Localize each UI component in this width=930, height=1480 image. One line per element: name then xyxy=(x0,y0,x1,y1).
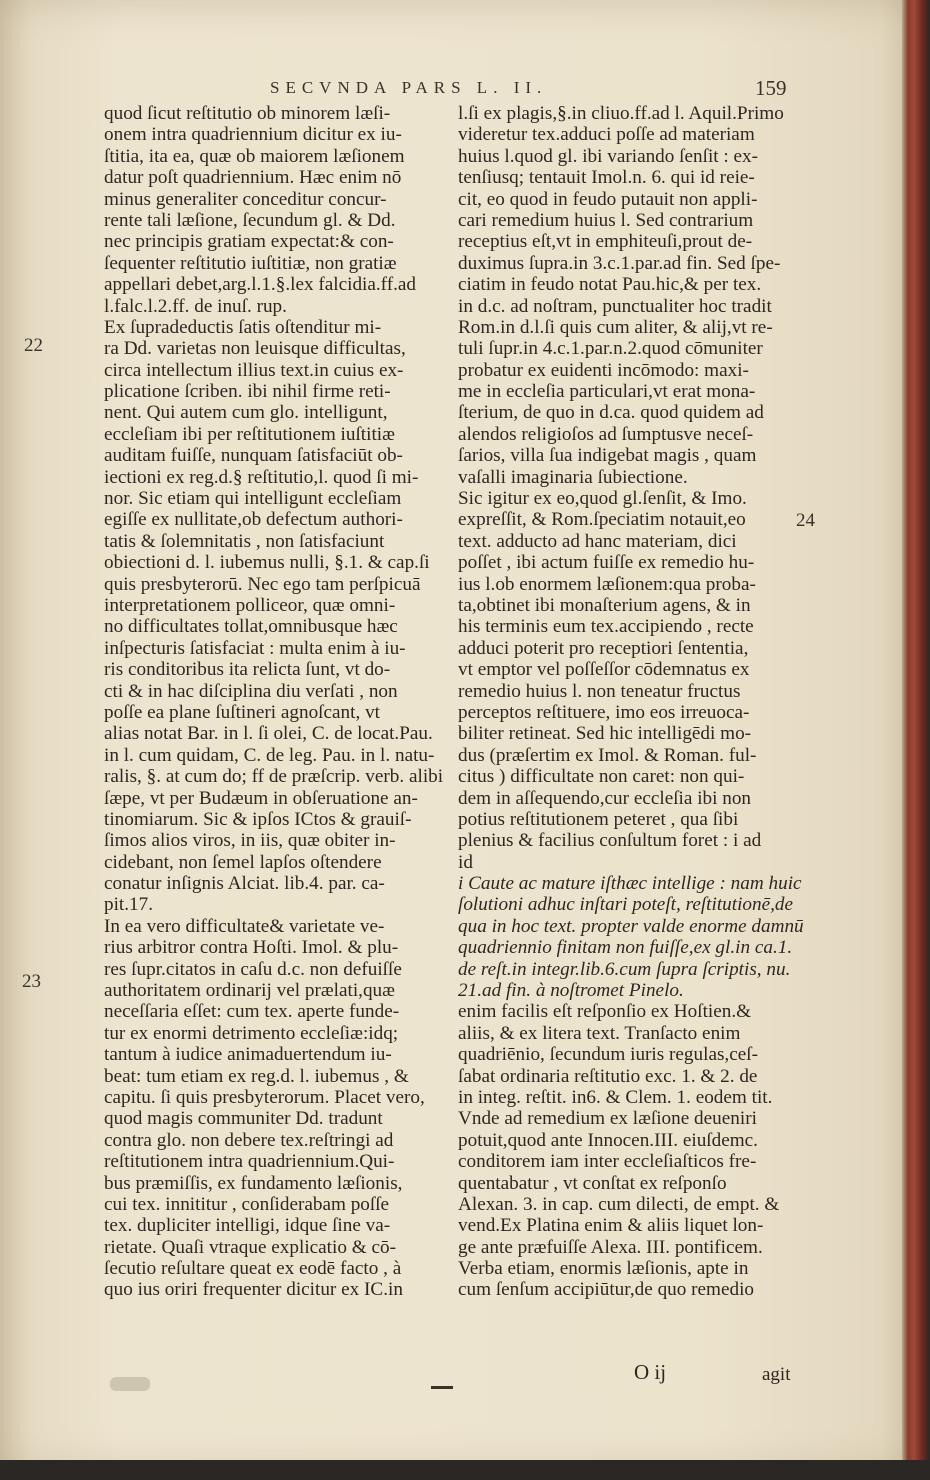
text-line: Sic igitur ex eo,quod gl.ſenſit, & Imo. xyxy=(458,488,747,510)
text-line: ſtitia, ita ea, quæ ob maiorem læſionem xyxy=(104,145,405,167)
text-line: eccleſiam ibi per reſtitutionem iuſtitiæ xyxy=(104,423,395,445)
text-line: aliis, & ex litera text. Tranſacto enim xyxy=(458,1022,741,1044)
text-line: vend.Ex Platina enim & aliis liquet lon- xyxy=(458,1215,764,1237)
text-line: tatis & ſolemnitatis , non ſatisfaciunt xyxy=(104,530,385,552)
ink-smudge xyxy=(110,1377,150,1391)
right-tail-text xyxy=(458,1001,798,1300)
text-line: duximus ſupra.in 3.c.1.par.ad fin. Sed ſpe- xyxy=(458,252,781,274)
text-line: egiſſe ex nullitate,ob defectum authori- xyxy=(104,509,403,531)
right-main-text xyxy=(458,103,798,873)
text-line: auditam fuiſſe, nunquam ſatisfaciūt ob- xyxy=(104,445,403,467)
signature-mark: O ij xyxy=(634,1360,667,1384)
text-line: i Caute ac mature iſthæc intellige : nam huic xyxy=(458,873,802,895)
text-line: receptius eſt,vt in emphiteuſi,prout de- xyxy=(458,231,753,253)
text-line: cti & in hac diſciplina diu verſati , non xyxy=(104,680,398,702)
text-line: ra Dd. varietas non leuisque difficultas, xyxy=(104,338,406,360)
text-line: potius reſtitutionem peteret , qua ſibi xyxy=(458,808,739,830)
text-line: ciatim in feudo notat Pau.hic,& per tex. xyxy=(458,274,762,296)
text-line: ſæpe, vt per Budæum in obſeruatione an- xyxy=(104,787,418,809)
left-text-column xyxy=(104,103,444,1301)
text-line: rius arbitror contra Hoſti. Imol. & plu- xyxy=(104,937,399,959)
page-number: 159 xyxy=(755,76,787,100)
text-line: poſſet , ibi actum fuiſſe ex remedio hu- xyxy=(458,552,755,574)
text-line: tinomiarum. Sic & ipſos ICtos & grauiſ- xyxy=(104,808,412,830)
text-line: cit, eo quod in feudo putauit non appli- xyxy=(458,188,758,210)
text-line: tur ex enormi detrimento eccleſiæ:idq; xyxy=(104,1022,399,1044)
text-line: Alexan. 3. in cap. cum dilecti, de empt. & xyxy=(458,1193,780,1215)
text-line: in d.c. ad noſtram, punctualiter hoc tradit xyxy=(458,295,772,317)
text-line: bus præmiſſis, ex fundamento læſionis, xyxy=(104,1172,403,1194)
text-line: res ſupr.citatos in caſu d.c. non defuiſſe xyxy=(104,958,402,980)
text-line: enim facilis eſt reſponſio ex Hoſtien.& xyxy=(458,1001,752,1023)
margin-number-24: 24 xyxy=(796,510,815,531)
text-line: biliter retineat. Sed hic intelligēdi mo- xyxy=(458,723,752,745)
text-line: Vnde ad remedium ex læſione deueniri xyxy=(458,1108,757,1130)
text-line: tuli ſupr.in 4.c.1.par.n.2.quod cōmuniter xyxy=(458,338,763,360)
text-line: probatur ex euidenti incōmodo: maxi- xyxy=(458,359,749,381)
text-line: circa intellectum illius text.in cuius ex- xyxy=(104,359,404,381)
text-line: minus generaliter conceditur concur- xyxy=(104,188,387,210)
text-line: vaſalli imaginaria ſubiectione. xyxy=(458,466,688,488)
text-line: quadriennio finitam non fuiſſe,ex gl.in ca.1. xyxy=(458,937,793,959)
text-line: id xyxy=(458,851,473,873)
text-line: me in eccleſia particulari,vt erat mona- xyxy=(458,381,756,403)
text-line: huius l.quod gl. ibi variando ſenſit : ex- xyxy=(458,145,759,167)
text-line: l.falc.l.2.ff. de inuſ. rup. xyxy=(104,295,287,317)
text-line: interpretationem polliceor, quæ omni- xyxy=(104,594,396,616)
text-line: ius l.ob enormem læſionem:qua proba- xyxy=(458,573,756,595)
text-line: ſarios, villa ſua indigebat magis , quam xyxy=(458,445,757,467)
text-line: quis presbyterorū. Nec ego tam perſpicuā xyxy=(104,573,421,595)
text-line: quentabatur , vt conſtat ex reſponſo xyxy=(458,1172,727,1194)
text-line: quo ius oriri frequenter dicitur ex IC.in xyxy=(104,1279,403,1301)
text-line: In ea vero difficultate& varietate ve- xyxy=(104,915,385,937)
text-line: in l. cum quidam, C. de leg. Pau. in l. natu- xyxy=(104,744,435,766)
text-line: videretur tex.adduci poſſe ad materiam xyxy=(458,124,755,146)
text-line: perceptos reſtituere, imo eos irreuoca- xyxy=(458,701,750,723)
text-line: quadriēnio, ſecundum iuris regulas,ceſ- xyxy=(458,1044,758,1066)
text-line: inſpecturis ſatisfaciat : multa enim à iu- xyxy=(104,637,406,659)
text-line: adduci poterit pro receptiori ſententia, xyxy=(458,637,749,659)
text-line: poſſe ea plane ſuſtineri agnoſcant, vt xyxy=(104,701,380,723)
margin-number-23: 23 xyxy=(22,971,41,992)
text-line: l.ſi ex plagis,§.in cliuo.ff.ad l. Aquil.Primo xyxy=(458,103,784,124)
text-line: conditorem iam inter eccleſiaſticos fre- xyxy=(458,1151,757,1173)
text-line: authoritatem ordinarij vel prælati,quæ xyxy=(104,980,395,1002)
text-line: tantum à iudice animaduertendum iu- xyxy=(104,1044,392,1066)
text-line: contra glo. non debere tex.reſtringi ad xyxy=(104,1129,394,1151)
text-line: obiectioni d. l. iubemus nulli, §.1. & cap.ſi xyxy=(104,552,430,574)
page-bottom-shadow xyxy=(0,1460,930,1480)
text-line: dem in aſſequendo,cur eccleſia ibi non xyxy=(458,787,752,809)
footnote-text xyxy=(458,873,804,1002)
text-line: cui tex. innititur , conſiderabam poſſe xyxy=(104,1193,390,1215)
text-line: nent. Qui autem cum glo. intelligunt, xyxy=(104,402,388,424)
text-line: appellari debet,arg.l.1.§.lex falcidia.ff.ad xyxy=(104,274,417,296)
text-line: cari remedium huius l. Sed contrarium xyxy=(458,209,754,231)
text-line: iectioni ex reg.d.§ reſtitutio,l. quod ſi mi- xyxy=(104,466,419,488)
text-line: ſabat ordinaria reſtitutio exc. 1. & 2. de xyxy=(458,1065,758,1087)
text-line: rente tali læſione, ſecundum gl. & Dd. xyxy=(104,209,396,231)
text-line: ſterium, de quo in d.ca. quod quidem ad xyxy=(458,402,764,424)
text-line: in integ. reſtit. in6. & Clem. 1. eodem tit. xyxy=(458,1086,773,1108)
text-line: reſtitutionem intra quadriennium.Qui- xyxy=(104,1151,395,1173)
text-line: nec principis gratiam expectat:& con- xyxy=(104,231,394,253)
text-line: alias notat Bar. in l. ſi olei, C. de locat.Pau. xyxy=(104,723,433,745)
text-line: remedio huius l. non teneatur fructus xyxy=(458,680,741,702)
text-line: ſequenter reſtitutio iuſtitiæ, non gratiæ xyxy=(104,252,397,274)
text-line: plicatione ſcriben. ibi nihil firme reti- xyxy=(104,381,391,403)
text-line: ta,obtinet ibi monaſterium agens, & in xyxy=(458,594,751,616)
text-line: capitu. ſi quis presbyterorum. Placet vero, xyxy=(104,1086,425,1108)
text-line: his terminis eum tex.accipiendo , recte xyxy=(458,616,754,638)
text-line: no difficultates tollat,omnibusque hæc xyxy=(104,616,398,638)
text-line: qua in hoc text. propter valde enorme damnū xyxy=(458,915,804,937)
text-line: de reſt.in integr.lib.6.cum ſupra ſcriptis, nu. xyxy=(458,958,791,980)
bottom-mark xyxy=(431,1386,453,1389)
text-line: vt emptor vel poſſeſſor cōdemnatus ex xyxy=(458,659,750,681)
text-line: quod magis communiter Dd. tradunt xyxy=(104,1108,383,1130)
margin-number-22: 22 xyxy=(24,335,43,356)
text-line: Ex ſupradeductis ſatis oſtenditur mi- xyxy=(104,316,382,338)
text-line: onem intra quadriennium dicitur ex iu- xyxy=(104,124,402,146)
text-line: beat: tum etiam ex reg.d. l. iubemus , & xyxy=(104,1065,409,1087)
text-line: text. adducto ad hanc materiam, dici xyxy=(458,530,737,552)
text-line: datur poſt quadriennium. Hæc enim nō xyxy=(104,167,402,189)
text-line: rietate. Quaſi vtraque explicatio & cō- xyxy=(104,1236,396,1258)
text-line: Verba etiam, enormis læſionis, apte in xyxy=(458,1258,749,1280)
text-line: ge ante præfuiſſe Alexa. III. pontificem. xyxy=(458,1236,763,1258)
text-line: plenius & facilius conſultum foret : i ad xyxy=(458,830,762,852)
text-line: expreſſit, & Rom.ſpeciatim notauit,eo xyxy=(458,509,746,531)
text-line: neceſſaria eſſet: cum tex. aperte funde- xyxy=(104,1001,400,1023)
text-line: ralis, §. at cum do; ff de præſcrip. verb. alibi xyxy=(104,766,444,788)
text-line: 21.ad fin. à noſtromet Pinelo. xyxy=(458,980,684,1002)
catchword: agit xyxy=(762,1364,791,1385)
running-head: SECVNDA PARS L. II. xyxy=(270,78,548,97)
right-text-column xyxy=(458,103,804,1301)
text-line: ris conditoribus ita relicta ſunt, vt do- xyxy=(104,659,391,681)
text-line: potuit,quod ante Innocen.III. eiuſdemc. xyxy=(458,1129,758,1151)
text-line: ſecutio reſultare queat ex eodē facto , à xyxy=(104,1258,402,1280)
text-line: nor. Sic etiam qui intelligunt eccleſiam xyxy=(104,488,402,510)
text-line: conatur inſignis Alciat. lib.4. par. ca- xyxy=(104,873,385,895)
text-line: cidebant, non ſemel lapſos oſtendere xyxy=(104,851,382,873)
text-line: alendos religioſos ad ſumptusve neceſ- xyxy=(458,423,754,445)
text-line: tex. dupliciter intelligi, idque ſine va- xyxy=(104,1215,391,1237)
text-line: ſolutioni adhuc inſtari poteſt, reſtitutionē,de xyxy=(458,894,794,916)
text-line: ſimos alios viros, in iis, quæ obiter in- xyxy=(104,830,396,852)
text-line: pit.17. xyxy=(104,894,154,916)
page-edge xyxy=(902,0,930,1472)
text-line: dus (præſertim ex Imol. & Roman. ful- xyxy=(458,744,757,766)
text-line: quod ſicut reſtitutio ob minorem læſi- xyxy=(104,103,391,124)
text-line: citus ) difficultate non caret: non qui- xyxy=(458,766,745,788)
text-line: cum ſenſum accipiūtur,de quo remedio xyxy=(458,1279,755,1301)
text-line: Rom.in d.l.ſi quis cum aliter, & alij,vt re- xyxy=(458,316,773,338)
text-line: tenſiusq; tentauit Imol.n. 6. qui id reie- xyxy=(458,167,755,189)
